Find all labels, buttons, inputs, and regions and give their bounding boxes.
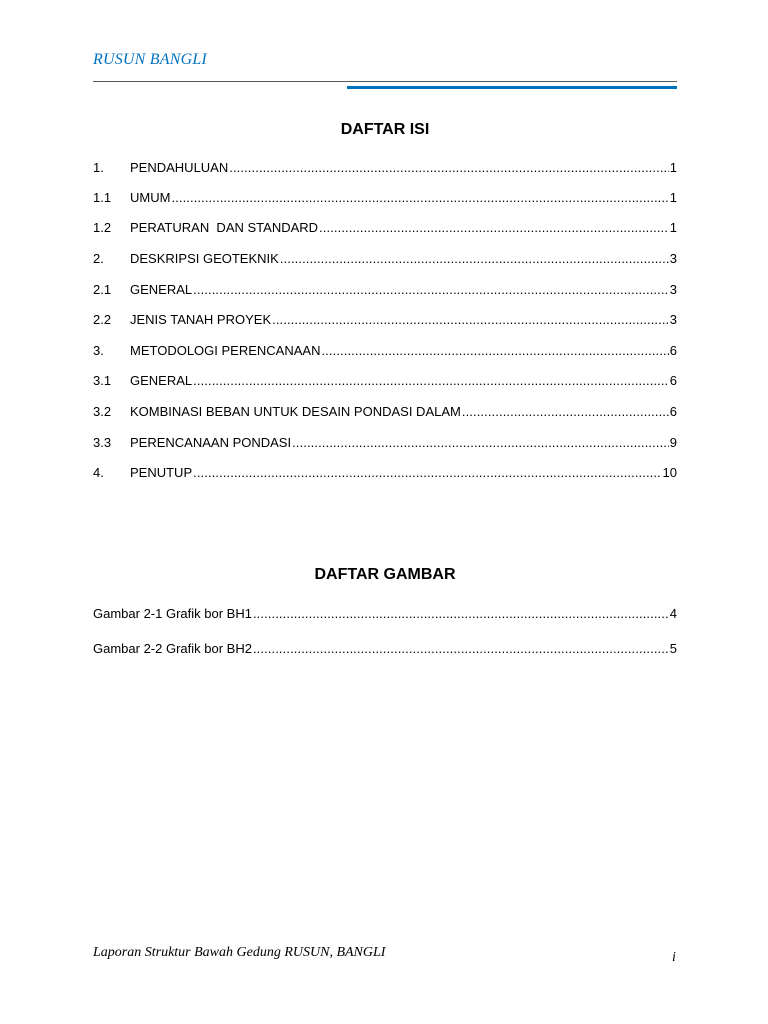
toc-entry-number: 3.1: [93, 373, 112, 388]
toc-entry-page: 6: [669, 343, 677, 358]
toc-entry-label: DESKRIPSI GEOTEKNIK: [130, 251, 279, 266]
toc-dot-leader: [321, 342, 668, 360]
toc-entry-page: 1: [669, 160, 677, 175]
toc-dot-leader: [193, 281, 669, 299]
toc-entry-page: 1: [669, 190, 677, 205]
toc-entry[interactable]: [93, 250, 677, 268]
toc-entry-label: PERATURAN DAN STANDARD: [130, 220, 319, 235]
toc-entry-number: 2.: [93, 251, 104, 266]
toc-dot-leader: [280, 250, 669, 268]
toc-entry-number: 3.: [93, 343, 104, 358]
toc-entry[interactable]: [93, 372, 677, 390]
toc-entry-page: 10: [662, 465, 677, 480]
toc-entry-number: 4.: [93, 465, 104, 480]
toc-dot-leader: [229, 159, 669, 177]
toc-entry-number: 2.2: [93, 312, 112, 327]
toc-entry[interactable]: [93, 403, 677, 421]
toc-entry[interactable]: [93, 159, 677, 177]
toc-entry-page: 9: [669, 435, 677, 450]
figure-entry-label: Gambar 2-2 Grafik bor BH2: [93, 641, 252, 656]
toc-entry[interactable]: [93, 189, 677, 207]
toc-entry-page: 6: [669, 373, 677, 388]
figure-dot-leader: [253, 605, 669, 623]
toc-dot-leader: [319, 219, 669, 237]
toc-entry-page: 3: [669, 251, 677, 266]
toc-dot-leader: [171, 189, 668, 207]
toc-entry-page: 1: [669, 220, 677, 235]
toc-entry-label: GENERAL: [130, 282, 193, 297]
toc-dot-leader: [272, 311, 669, 329]
toc-entry-label: JENIS TANAH PROYEK: [130, 312, 272, 327]
header-rule-thin: [93, 81, 677, 82]
toc-entry-number: 1.1: [93, 190, 112, 205]
toc-entry-number: 3.3: [93, 435, 112, 450]
figures-title: DAFTAR GAMBAR: [314, 566, 456, 583]
toc-entry-number: 2.1: [93, 282, 112, 297]
figure-entry-label: Gambar 2-1 Grafik bor BH1: [93, 606, 252, 621]
toc-entry-label: PERENCANAAN PONDASI: [130, 435, 292, 450]
toc-entry[interactable]: [93, 219, 677, 237]
header-title: RUSUN BANGLI: [93, 51, 207, 68]
toc-entry-page: 3: [669, 312, 677, 327]
toc-entry[interactable]: [93, 311, 677, 329]
figure-entry-page: 5: [669, 641, 677, 656]
toc-title: DAFTAR ISI: [340, 121, 430, 138]
figure-entry[interactable]: [93, 605, 677, 623]
toc-entry-number: 3.2: [93, 404, 112, 419]
toc-entry-label: PENUTUP: [130, 465, 193, 480]
toc-entry-label: KOMBINASI BEBAN UNTUK DESAIN PONDASI DALAM: [130, 404, 461, 419]
toc-entry-label: PENDAHULUAN: [130, 160, 229, 175]
toc-entry-number: 1.2: [93, 220, 112, 235]
toc-entry-label: GENERAL: [130, 373, 193, 388]
toc-entry[interactable]: [93, 342, 677, 360]
toc-dot-leader: [462, 403, 669, 421]
figure-dot-leader: [253, 640, 669, 658]
toc-dot-leader: [193, 372, 669, 390]
toc-entry[interactable]: [93, 281, 677, 299]
toc-dot-leader: [193, 464, 661, 482]
toc-entry-page: 6: [669, 404, 677, 419]
toc-entry-label: UMUM: [130, 190, 171, 205]
toc-entry[interactable]: [93, 464, 677, 482]
figure-entry-page: 4: [669, 606, 677, 621]
toc-entry[interactable]: [93, 434, 677, 452]
footer-text: Laporan Struktur Bawah Gedung RUSUN, BANGLI: [93, 945, 386, 960]
header-rule-accent: [347, 86, 677, 89]
toc-entry-page: 3: [669, 282, 677, 297]
figure-entry[interactable]: [93, 640, 677, 658]
toc-dot-leader: [292, 434, 669, 452]
toc-entry-number: 1.: [93, 160, 104, 175]
toc-entry-label: METODOLOGI PERENCANAAN: [130, 343, 321, 358]
footer-page-number: i: [672, 950, 676, 965]
